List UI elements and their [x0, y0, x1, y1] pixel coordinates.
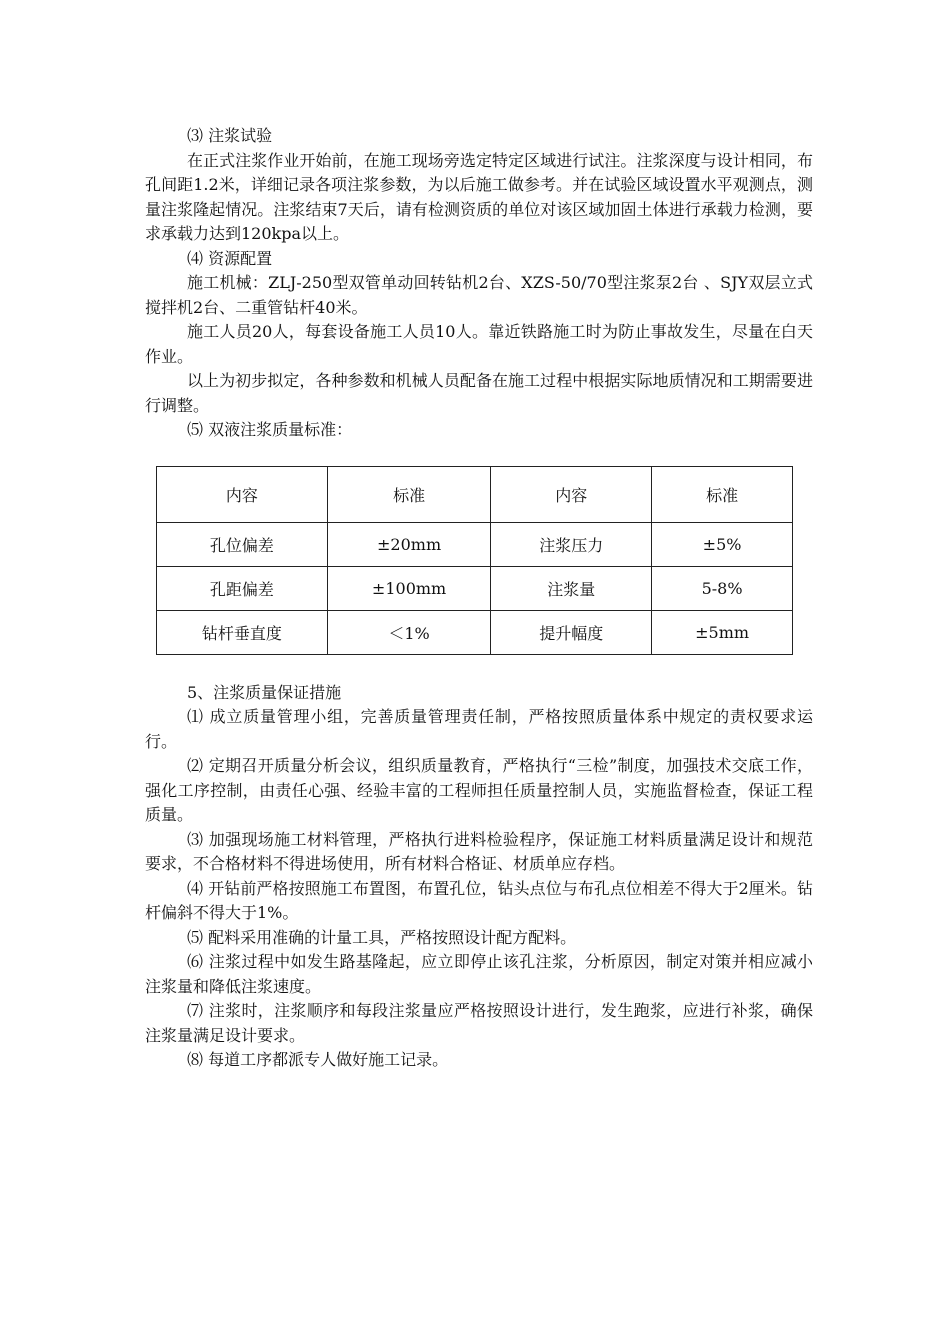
quality-item: ⑺ 注浆时，注浆顺序和每段注浆量应严格按照设计进行，发生跑浆，应进行补浆，确保注浆量满足设计要求。: [145, 1001, 813, 1045]
table-cell: ±5mm: [652, 610, 793, 654]
table-cell: 注浆量: [491, 566, 652, 610]
quality-item: ⑶ 加强现场施工材料管理，严格执行进料检验程序，保证施工材料质量满足设计和规范要求，不合格材料不得进场使用，所有材料合格证、材质单应存档。: [145, 829, 813, 873]
standard-heading: ⑸ 双液注浆质量标准：: [187, 420, 353, 439]
quality-item: ⑴ 成立质量管理小组，完善质量管理责任制，严格按照质量体系中规定的责权要求运行。: [145, 707, 813, 751]
table-header-row: [157, 466, 793, 522]
resources-note: 以上为初步拟定，各种参数和机械人员配备在施工过程中根据实际地质情况和工期需要进行调整。: [145, 371, 813, 415]
quality-heading: 5、注浆质量保证措施: [187, 682, 342, 702]
table-header-cell: 标准: [327, 466, 491, 522]
table-cell: 提升幅度: [491, 610, 652, 654]
table-header-cell: 内容: [157, 466, 328, 522]
quality-item: ⑷ 开钻前严格按照施工布置图，布置孔位，钻头点位与布孔点位相差不得大于2厘米。钻杆偏斜不得大于1%。: [145, 878, 813, 922]
table-row: [157, 610, 793, 654]
resources-machinery: 施工机械：ZLJ-250型双管单动回转钻机2台、XZS-50/70型注浆泵2台 、SJY双层立式搅拌机2台、二重管钻杆40米。: [145, 273, 813, 317]
quality-standard-table-wrap: [156, 466, 813, 655]
table-row: [157, 522, 793, 566]
table-cell: 5-8%: [652, 566, 793, 610]
table-cell: 注浆压力: [491, 522, 652, 566]
quality-standard-table: [156, 466, 793, 655]
trial-paragraph: 在正式注浆作业开始前，在施工现场旁选定特定区域进行试注。注浆深度与设计相同，布孔间距1.2米，详细记录各项注浆参数，为以后施工做参考。并在试验区域设置水平观测点，测量注浆隆起情况。注浆结束7天后，请有检测资质的单位对该区域加固土体进行承载力检测，要求承载力达到120kpa以上。: [145, 150, 813, 243]
table-cell: 钻杆垂直度: [157, 610, 328, 654]
table-header-cell: 内容: [491, 466, 652, 522]
table-cell: ±100mm: [327, 566, 491, 610]
table-cell: ±20mm: [327, 522, 491, 566]
trial-heading: ⑶ 注浆试验: [187, 126, 273, 145]
table-cell: 孔位偏差: [157, 522, 328, 566]
quality-item: ⑹ 注浆过程中如发生路基隆起，应立即停止该孔注浆，分析原因，制定对策并相应减小注浆量和降低注浆速度。: [145, 952, 813, 996]
document-page: [145, 124, 813, 1073]
table-header-cell: 标准: [652, 466, 793, 522]
table-row: [157, 566, 793, 610]
table-cell: ±5%: [652, 522, 793, 566]
resources-heading: ⑷ 资源配置: [187, 248, 273, 268]
resources-personnel: 施工人员20人，每套设备施工人员10人。靠近铁路施工时为防止事故发生，尽量在白天作业。: [145, 322, 813, 366]
quality-item: ⑵ 定期召开质量分析会议，组织质量教育，严格执行“三检”制度，加强技术交底工作，强化工序控制，由责任心强、经验丰富的工程师担任质量控制人员，实施监督检查，保证工程质量。: [145, 756, 813, 824]
quality-item: ⑻ 每道工序都派专人做好施工记录。: [187, 1050, 449, 1069]
quality-measures-section: [145, 681, 813, 1073]
quality-item: ⑸ 配料采用准确的计量工具，严格按照设计配方配料。: [187, 927, 577, 947]
table-cell: 孔距偏差: [157, 566, 328, 610]
table-cell: ＜1%: [327, 610, 491, 654]
